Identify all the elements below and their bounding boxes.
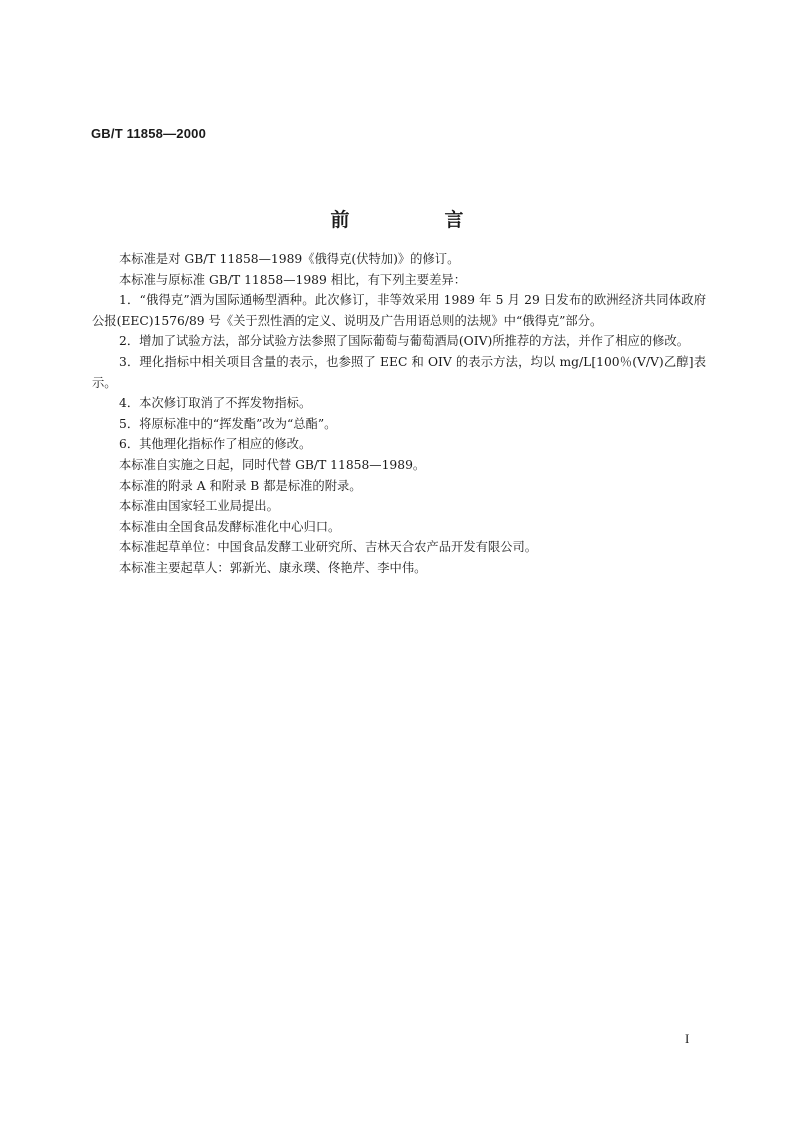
standard-code: GB/T 11858—2000 <box>91 126 207 141</box>
paragraph-replacement: 本标准自实施之日起，同时代替 GB/T 11858—1989。 <box>119 457 426 472</box>
paragraph-item-4: 4．本次修订取消了不挥发物指标。 <box>119 396 312 411</box>
paragraph-differences: 本标准与原标准 GB/T 11858—1989 相比，有下列主要差异： <box>119 272 466 287</box>
page-number: I <box>685 1031 690 1046</box>
paragraph-appendix: 本标准的附录 A 和附录 B 都是标准的附录。 <box>119 478 362 493</box>
paragraph-item-1: 1．“俄得克”酒为国际通畅型酒种。此次修订，非等效采用 1989 年 5 月 29 日发布的欧洲经济共同体政府公报(EEC)1576/89 号《关于烈性酒的定义、说明及广告用语总则的法规》中“俄得克”部分。 <box>92 293 706 328</box>
paragraph-drafters: 本标准主要起草人：郭新光、康永璞、佟艳芹、李中伟。 <box>119 560 427 575</box>
paragraph-intro: 本标准是对 GB/T 11858—1989《俄得克(伏特加)》的修订。 <box>119 252 460 266</box>
paragraph-item-6: 6．其他理化指标作了相应的修改。 <box>119 437 312 452</box>
paragraph-proposer: 本标准由国家轻工业局提出。 <box>119 499 279 514</box>
paragraph-item-2: 2．增加了试验方法，部分试验方法参照了国际葡萄与葡萄酒局(OIV)所推荐的方法，并作了相应的修改。 <box>119 334 690 349</box>
page-title: 前 言 <box>330 209 502 231</box>
paragraph-item-3: 3．理化指标中相关项目含量的表示，也参照了 EEC 和 OIV 的表示方法，均以 mg/L[100％(V/V)乙醇]表示。 <box>92 354 706 390</box>
paragraph-drafting-units: 本标准起草单位：中国食品发酵工业研究所、吉林天合农产品开发有限公司。 <box>119 540 538 555</box>
paragraph-centralized: 本标准由全国食品发酵标准化中心归口。 <box>119 519 341 534</box>
foreword-body <box>92 249 706 579</box>
paragraph-item-5: 5．将原标准中的“挥发酯”改为“总酯”。 <box>119 416 337 431</box>
